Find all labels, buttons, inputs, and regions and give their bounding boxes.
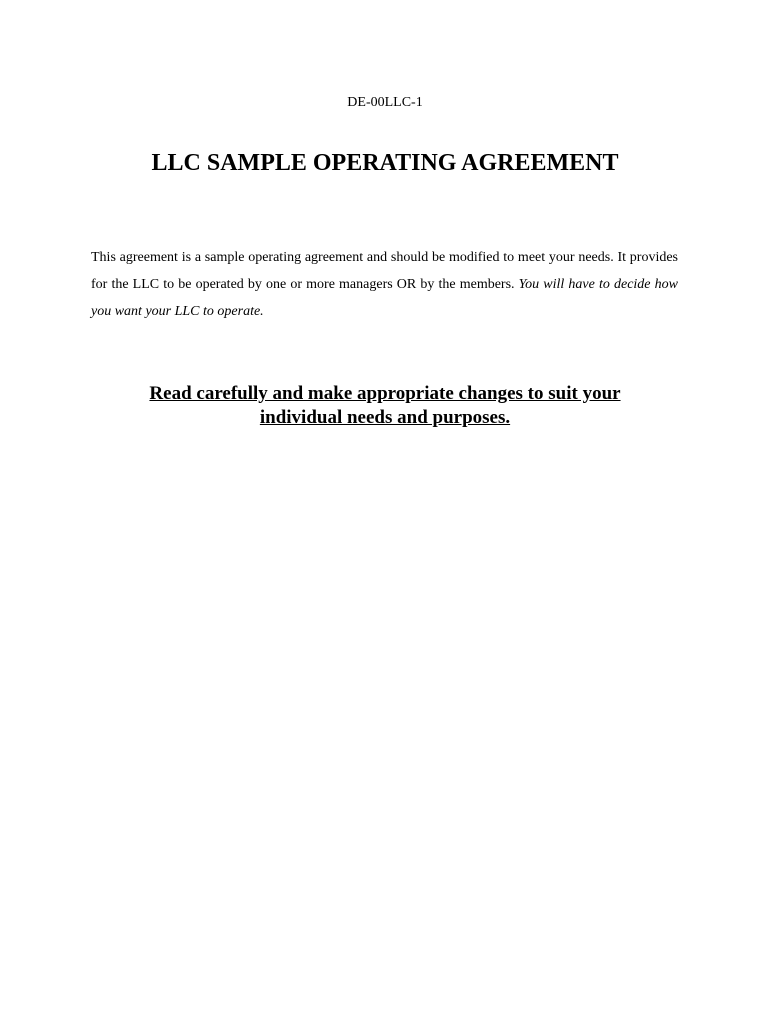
notice-line-1: Read carefully and make appropriate changes to suit your: [149, 383, 621, 404]
document-code: DE-00LLC-1: [347, 95, 423, 110]
notice-line-2: individual needs and purposes.: [259, 407, 511, 428]
intro-text: This agreement is a sample operating agreement and should be modified to meet your needs. It provides for the LLC to be operated by one or more managers OR by the members.: [91, 250, 678, 292]
intro-paragraph: [91, 244, 678, 325]
notice-heading: [100, 382, 670, 430]
intro-emphasis: You will have to decide how you want your LLC to operate.: [91, 277, 678, 319]
document-title: LLC SAMPLE OPERATING AGREEMENT: [151, 150, 619, 176]
